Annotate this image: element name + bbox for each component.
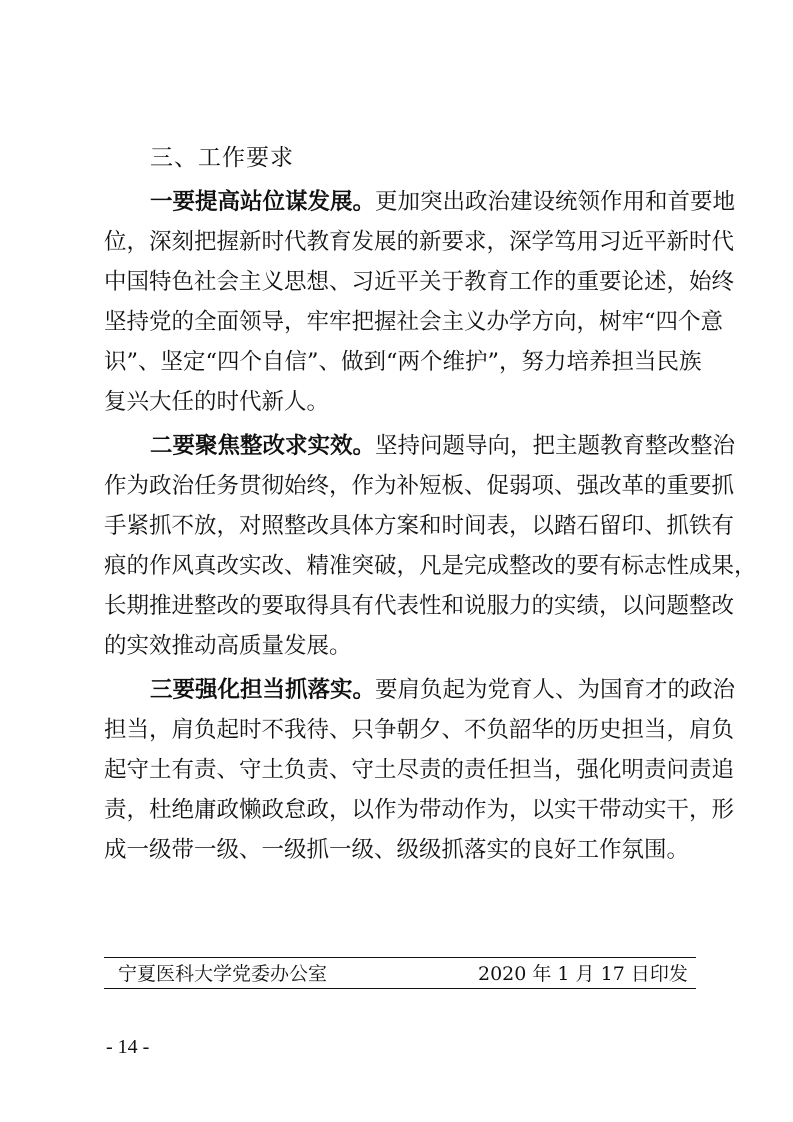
paragraph-3-line-5 bbox=[104, 834, 689, 866]
paragraph-3-text-5: 成一级带一级、一级抓一级、级级抓落实的良好工作氛围。 bbox=[104, 837, 690, 863]
paragraph-2-line-2 bbox=[104, 470, 735, 502]
paragraph-1-text-3: 中国特色社会主义思想、习近平关于教育工作的重要论述，始终 bbox=[104, 269, 735, 295]
paragraph-3-text-4: 责，杜绝庸政懒政怠政，以作为带动作为，以实干带动实干，形 bbox=[104, 797, 735, 823]
paragraph-3-line-3 bbox=[104, 754, 735, 786]
paragraph-1-line-4 bbox=[104, 306, 724, 338]
paragraph-1-line-1 bbox=[150, 186, 736, 218]
paragraph-2-line-6 bbox=[104, 630, 352, 662]
paragraph-1-line-6 bbox=[104, 386, 329, 418]
paragraph-2-line-5 bbox=[104, 590, 735, 622]
footer-top-rule bbox=[104, 957, 696, 958]
paragraph-1-text-1: 更加突出政治建设统领作用和首要地 bbox=[375, 189, 736, 215]
paragraph-1-text-2: 位，深刻把握新时代教育发展的新要求，深学笃用习近平新时代 bbox=[104, 229, 735, 255]
paragraph-3-text-2: 担当，肩负起时不我待、只争朝夕、不负韶华的历史担当，肩负 bbox=[104, 717, 735, 743]
paragraph-1-text-6: 复兴大任的时代新人。 bbox=[104, 389, 330, 415]
paragraph-2-text-2: 作为政治任务贯彻始终，作为补短板、促弱项、强改革的重要抓 bbox=[104, 473, 735, 499]
paragraph-2-text-6: 的实效推动高质量发展。 bbox=[104, 633, 352, 659]
paragraph-3-line-2 bbox=[104, 714, 735, 746]
paragraph-2-lead: 二要聚焦整改求实效。 bbox=[150, 433, 376, 459]
paragraph-2-line-4 bbox=[104, 550, 757, 582]
paragraph-3-text-1: 要肩负起为党育人、为国育才的政治 bbox=[375, 677, 736, 703]
footer-bottom-rule bbox=[104, 988, 696, 989]
paragraph-1-line-2 bbox=[104, 226, 735, 258]
paragraph-2-text-1: 坚持问题导向，把主题教育整改整治 bbox=[375, 433, 736, 459]
paragraph-3-text-3: 起守土有责、守土负责、守土尽责的责任担当，强化明责问责追 bbox=[104, 757, 735, 783]
paragraph-1-line-5 bbox=[104, 346, 702, 378]
paragraph-2-text-5: 长期推进整改的要取得具有代表性和说服力的实绩，以问题整改 bbox=[104, 593, 735, 619]
page-number: - 14 - bbox=[106, 1036, 150, 1058]
paragraph-2-text-4: 痕的作风真改实改、精准突破，凡是完成整改的要有标志性成果， bbox=[104, 553, 757, 579]
paragraph-3-lead: 三要强化担当抓落实。 bbox=[150, 677, 376, 703]
paragraph-3-line-4 bbox=[104, 794, 735, 826]
paragraph-1-text-5: 识”、坚定“四个自信”、做到“两个维护”，努力培养担当民族 bbox=[104, 349, 702, 375]
footer-date: 2020 年 1 月 17 日印发 bbox=[478, 963, 688, 985]
paragraph-2-text-3: 手紧抓不放，对照整改具体方案和时间表，以踏石留印、抓铁有 bbox=[104, 513, 735, 539]
section-heading: 三、工作要求 bbox=[150, 145, 294, 171]
paragraph-1-lead: 一要提高站位谋发展。 bbox=[150, 189, 376, 215]
paragraph-2-line-3 bbox=[104, 510, 735, 542]
footer-organization: 宁夏医科大学党委办公室 bbox=[118, 963, 328, 985]
paragraph-1-text-4: 坚持党的全面领导，牢牢把握社会主义办学方向，树牢“四个意 bbox=[104, 309, 724, 335]
paragraph-3-line-1 bbox=[150, 674, 736, 706]
paragraph-2-line-1 bbox=[150, 430, 736, 462]
paragraph-1-line-3 bbox=[104, 266, 735, 298]
